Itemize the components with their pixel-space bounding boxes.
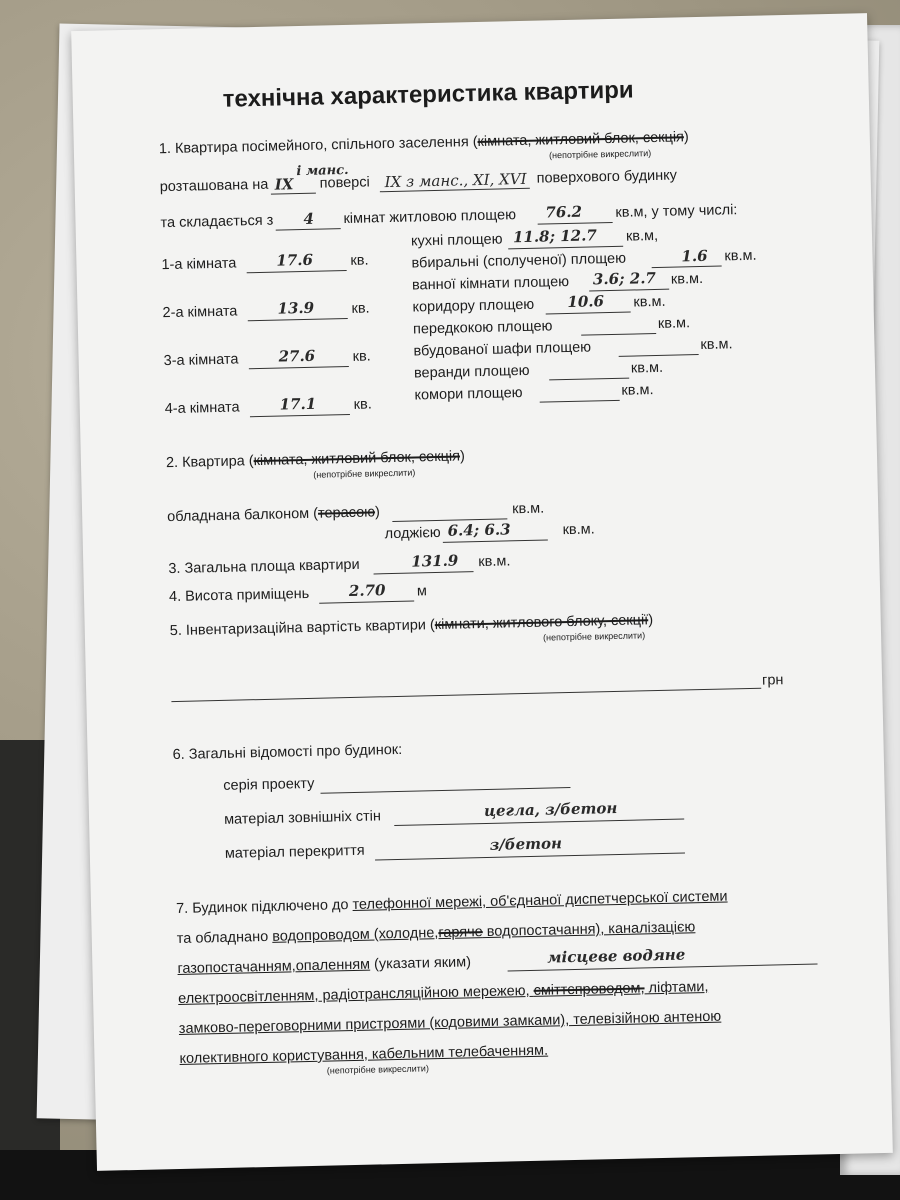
room-3-unit: кв.: [352, 348, 371, 365]
section-7-line-5: замково-переговорними пристроями (кодовими замками), телевізійною антеною: [178, 1008, 722, 1037]
strike-note: (непотрібне викреслити): [326, 1063, 430, 1076]
height-value: 2.70: [348, 581, 386, 601]
wc-unit: кв.м.: [724, 247, 757, 265]
room-1-unit: кв.: [350, 252, 369, 269]
document-title: технічна характеристика квартири: [222, 76, 634, 113]
room-4-unit: кв.: [353, 396, 372, 413]
balcony-label: обладнана балконом (терасою): [167, 504, 381, 526]
corridor-label: коридору площею: [412, 296, 535, 316]
veranda-label: веранди площею: [413, 362, 530, 382]
room-4-value: 17.1: [279, 394, 317, 414]
walls-label: матеріал зовнішніх стін: [223, 808, 382, 828]
building-floors-value: IX з манс., XI, XVI: [384, 169, 527, 192]
floor-suffix: поверсі: [319, 174, 370, 192]
section-1-line-1: 1. Квартира посімейного, спільного заселення (кімната, житловий блок, секція): [158, 129, 689, 158]
pantry-unit: кв.м.: [621, 382, 654, 399]
strike-note: (непотрібне викреслити): [548, 148, 652, 161]
bath-label: ванної кімнати площею: [411, 273, 570, 294]
room-2-unit: кв.: [351, 300, 370, 317]
balcony-unit: кв.м.: [511, 500, 545, 518]
veranda-unit: кв.м.: [630, 359, 664, 377]
total-area-value: 131.9: [411, 551, 459, 571]
floors-material-value: з/бетон: [489, 834, 563, 854]
rooms-value: 4: [303, 209, 315, 228]
section-7-line-3: газопостачанням,опаленням (указати яким): [177, 954, 472, 978]
corridor-value: 10.6: [567, 292, 605, 311]
building-floors-label: поверхового будинку: [536, 167, 678, 187]
room-3-value: 27.6: [278, 346, 316, 366]
closet-unit: кв.м.: [700, 336, 733, 353]
floors-material-label: матеріал перекриття: [224, 842, 365, 862]
section-7-line-1: 7. Будинок підключено до телефонної мережі, об'єднаної диспетчерської системи: [175, 888, 728, 918]
loggia-value: 6.4; 6.3: [447, 520, 511, 540]
strike-note: (непотрібне викреслити): [542, 630, 646, 643]
corridor-unit: кв.м.: [633, 293, 666, 311]
loggia-unit: кв.м.: [562, 521, 595, 539]
room-4-label: 4-а кімната: [164, 399, 240, 418]
wc-label: вбиральні (сполученої) площею: [411, 250, 627, 272]
living-area-unit: кв.м, у тому числі:: [615, 202, 738, 221]
floor-value: IX: [274, 175, 294, 194]
room-2-label: 2-а кімната: [162, 303, 238, 322]
section-2-line-1: 2. Квартира (кімната, житловий блок, секція): [165, 448, 466, 472]
hall-unit: кв.м.: [657, 315, 691, 332]
pantry-label: комори площею: [414, 385, 523, 404]
rooms-label: та складається з: [160, 212, 274, 232]
height-unit: м: [416, 583, 428, 600]
room-1-label: 1-а кімната: [161, 255, 237, 274]
total-area-unit: кв.м.: [478, 553, 511, 571]
living-area-label: кімнат житловою площею: [343, 207, 517, 228]
hall-label: передкокою площею: [412, 318, 553, 338]
closet-label: вбудованої шафи площею: [413, 339, 592, 360]
room-2-value: 13.9: [277, 298, 315, 318]
section-5-line-1: 5. Інвентаризаційна вартість квартири (кімнати, житлового блоку, секції): [169, 612, 654, 640]
section-6-heading: 6. Загальні відомості про будинок:: [172, 741, 403, 764]
strike-note: (непотрібне викреслити): [313, 467, 416, 480]
section-7-line-4: електроосвітленням, радіотрансляційною мережею, сміттєпроводом, ліфтами,: [177, 978, 709, 1007]
bath-value: 3.6; 2.7: [592, 268, 657, 289]
currency-label: грн: [761, 672, 784, 689]
loggia-label: лоджією: [384, 524, 441, 543]
floor-label: розташована на: [159, 176, 269, 196]
section-7-line-6: колективного користування, кабельним телебаченням.: [179, 1042, 549, 1067]
section-7-line-2: та обладнано водопроводом (холодне,гаряче водопостачання), каналізацією: [176, 919, 696, 948]
total-area-label: 3. Загальна площа квартири: [168, 556, 360, 578]
height-label: 4. Висота приміщень: [168, 585, 310, 606]
walls-value: цегла, з/бетон: [483, 798, 618, 821]
kitchen-label: кухні площею: [410, 231, 503, 250]
bath-unit: кв.м.: [670, 270, 704, 288]
living-area-value: 76.2: [545, 202, 583, 222]
kitchen-unit: кв.м,: [625, 227, 659, 245]
wc-value: 1.6: [681, 246, 708, 266]
floor-extra: і манс.: [296, 162, 349, 180]
document-page: [71, 13, 893, 1171]
room-1-value: 17.6: [276, 250, 314, 270]
heating-value: місцеве водяне: [547, 945, 686, 967]
series-label: серія проекту: [223, 775, 315, 794]
room-3-label: 3-а кімната: [163, 351, 239, 370]
kitchen-value: 11.8; 12.7: [512, 226, 597, 247]
